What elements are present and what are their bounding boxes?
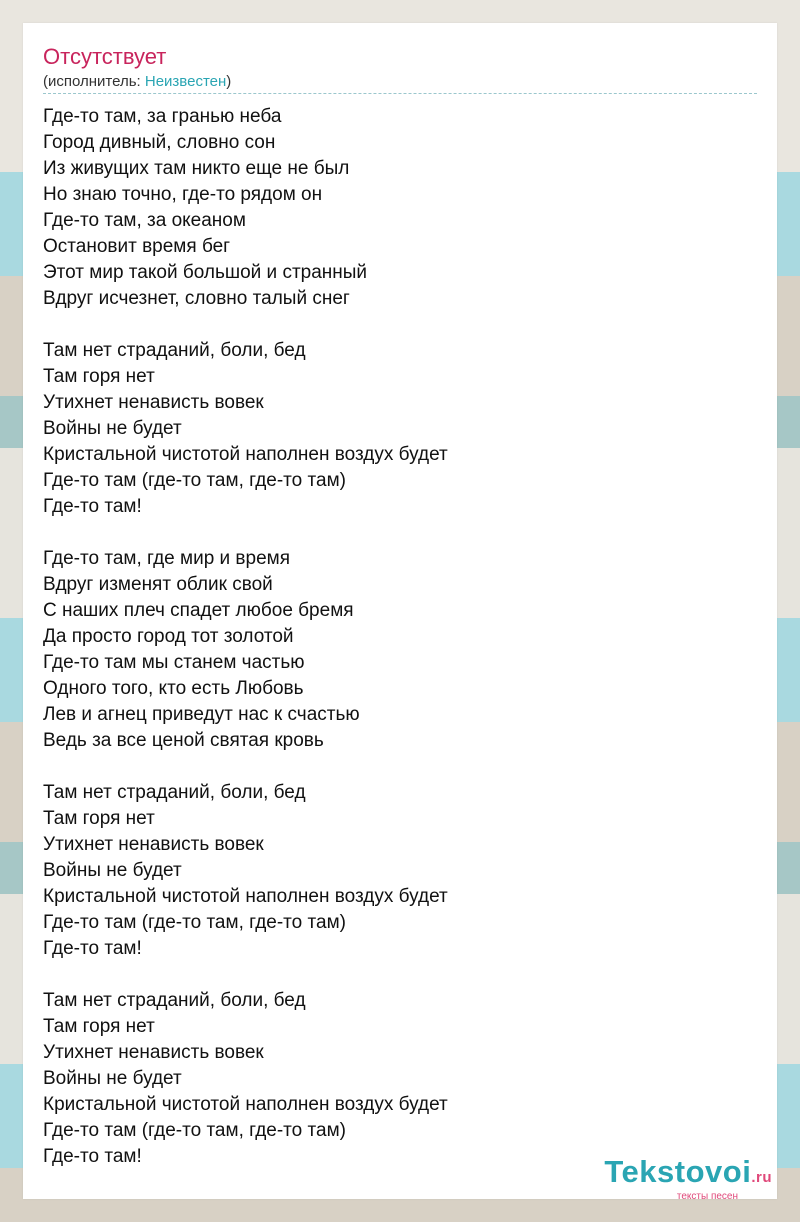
lyric-line: Где-то там, где мир и время xyxy=(43,548,291,569)
lyric-line: Где-то там! xyxy=(43,1146,142,1167)
song-title: Отсутствует xyxy=(43,44,167,69)
lyric-line: Где-то там! xyxy=(43,496,142,517)
performer-prefix: (исполнитель: xyxy=(43,73,145,90)
watermark-tagline: тексты песен xyxy=(676,1191,738,1202)
watermark-brand: Tekstovoi xyxy=(604,1154,752,1189)
lyric-line: Лев и агнец приведут нас к счастью xyxy=(43,704,360,725)
lyric-line: Там нет страданий, боли, бед xyxy=(43,990,306,1011)
watermark-tld: .ru xyxy=(751,1169,772,1186)
lyric-line: Одного того, кто есть Любовь xyxy=(43,678,304,699)
lyric-line: Вдруг изменят облик свой xyxy=(43,574,273,595)
lyric-line: Войны не будет xyxy=(43,860,182,881)
performer-line xyxy=(43,72,231,92)
artist-link[interactable]: Неизвестен xyxy=(144,73,227,90)
lyric-line: Кристальной чистотой наполнен воздух будет xyxy=(43,1094,448,1115)
title-divider xyxy=(43,93,757,94)
lyric-line: Где-то там (где-то там, где-то там) xyxy=(43,1120,346,1141)
lyric-line: Ведь за все ценой святая кровь xyxy=(43,730,324,751)
lyric-line: Войны не будет xyxy=(43,1068,182,1089)
lyrics-text xyxy=(43,104,743,1170)
lyrics-stanza xyxy=(43,338,743,520)
watermark-logo xyxy=(604,1156,772,1194)
lyric-line: Город дивный, словно сон xyxy=(43,132,276,153)
lyric-line: Остановит время бег xyxy=(43,236,231,257)
lyrics-card xyxy=(23,23,777,1199)
lyrics-stanza xyxy=(43,104,743,312)
lyric-line: Из живущих там никто еще не был xyxy=(43,158,350,179)
performer-suffix: ) xyxy=(226,73,232,90)
lyrics-stanza xyxy=(43,988,743,1170)
lyric-line: Утихнет ненависть вовек xyxy=(43,1042,264,1063)
lyric-line: Войны не будет xyxy=(43,418,182,439)
lyrics-stanza xyxy=(43,546,743,754)
lyric-line: Там горя нет xyxy=(43,1016,155,1037)
site-watermark xyxy=(604,1156,772,1202)
lyric-line: Утихнет ненависть вовек xyxy=(43,392,264,413)
lyric-line: Кристальной чистотой наполнен воздух будет xyxy=(43,444,448,465)
lyric-line: Где-то там! xyxy=(43,938,142,959)
lyric-line: Вдруг исчезнет, словно талый снег xyxy=(43,288,350,309)
lyric-line: Да просто город тот золотой xyxy=(43,626,294,647)
lyric-line: С наших плеч спадет любое бремя xyxy=(43,600,354,621)
lyric-line: Где-то там, за гранью неба xyxy=(43,106,282,127)
lyric-line: Там горя нет xyxy=(43,808,155,829)
lyric-line: Утихнет ненависть вовек xyxy=(43,834,264,855)
lyric-line: Этот мир такой большой и странный xyxy=(43,262,368,283)
lyrics-stanza xyxy=(43,780,743,962)
lyric-line: Там горя нет xyxy=(43,366,155,387)
lyric-line: Где-то там (где-то там, где-то там) xyxy=(43,470,346,491)
lyric-line: Где-то там (где-то там, где-то там) xyxy=(43,912,346,933)
lyric-line: Кристальной чистотой наполнен воздух будет xyxy=(43,886,448,907)
lyric-line: Где-то там, за океаном xyxy=(43,210,246,231)
lyric-line: Где-то там мы станем частью xyxy=(43,652,305,673)
lyric-line: Но знаю точно, где-то рядом он xyxy=(43,184,323,205)
lyric-line: Там нет страданий, боли, бед xyxy=(43,340,306,361)
lyric-line: Там нет страданий, боли, бед xyxy=(43,782,306,803)
